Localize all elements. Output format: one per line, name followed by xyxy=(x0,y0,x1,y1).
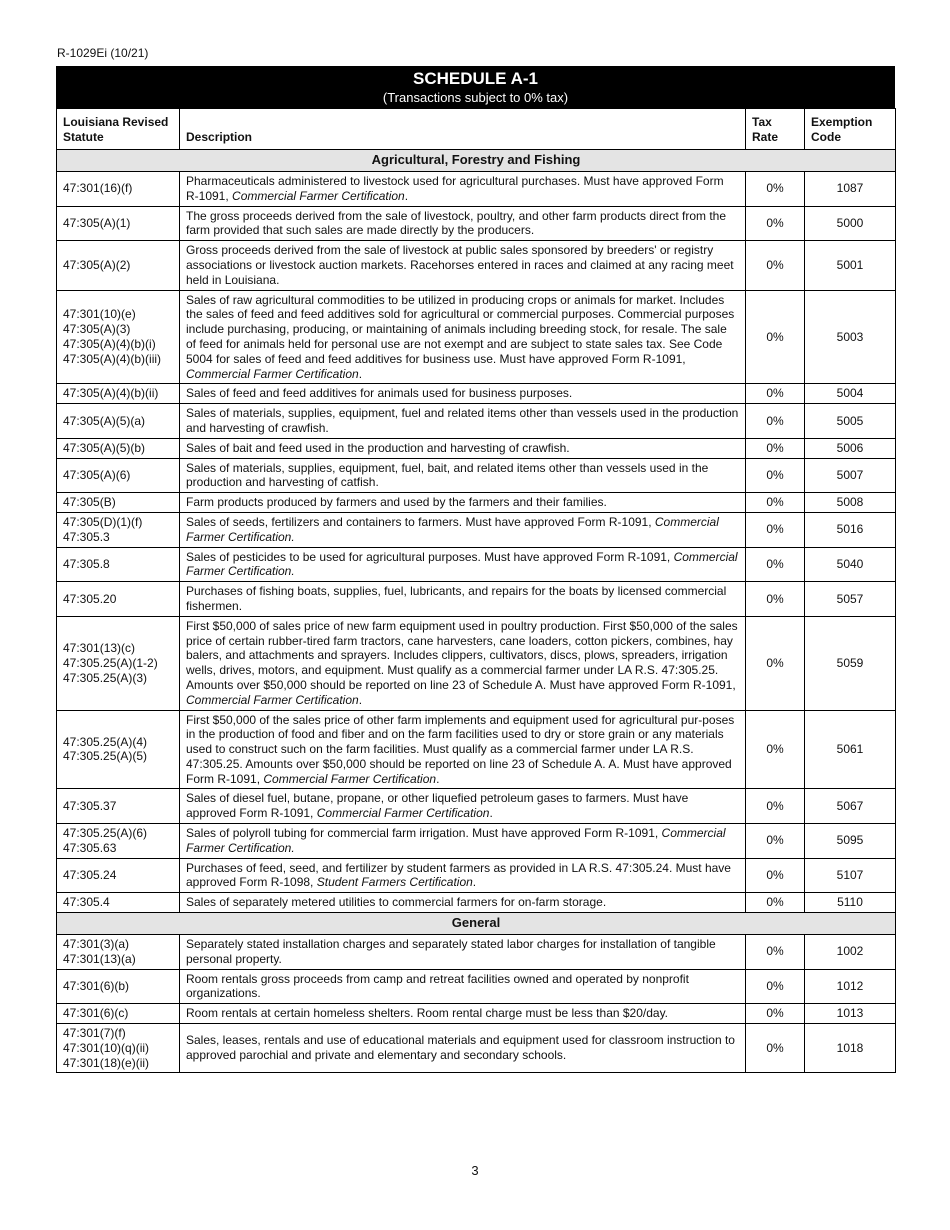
statute-cell xyxy=(57,206,180,241)
table-row xyxy=(57,710,896,789)
statute-reference: 47:301(10)(e) xyxy=(63,307,136,322)
description-italic-text: Commercial Farmer Certification xyxy=(232,188,405,203)
section-header-row xyxy=(57,150,896,172)
table-row xyxy=(57,969,896,1004)
table-row xyxy=(57,290,896,384)
table-row xyxy=(57,384,896,404)
column-header-row xyxy=(57,109,896,150)
schedule-title: SCHEDULE A-1 xyxy=(413,69,538,88)
description-text: Sales, leases, rentals and use of educational materials and equipment used for classroom instruction to approved parochial and private and elementary and secondary schools. xyxy=(186,1033,735,1063)
statute-cell xyxy=(57,547,180,582)
description-text: Room rentals at certain homeless shelters. Room rental charge must be less than $20/day. xyxy=(186,1006,669,1021)
description-text: Purchases of feed, seed, and fertilizer by student farmers as provided in LA R.S. 47:305.24. Must have approved Form R-1098, xyxy=(186,860,731,890)
description-italic-text: Student Farmers Certification xyxy=(316,875,473,890)
statute-reference: 47:305(A)(4)(b)(i) xyxy=(63,336,156,351)
description-italic-text: Commercial Farmer Certification. xyxy=(186,549,738,579)
description-text: First $50,000 of sales price of new farm equipment used in poultry production. First $50,000 of the sales price of certain rubber-tired farm tractors, cane harvesters, cane loaders, cotton pickers, combines, hay balers, and attachments and sprayers. Includes clippers, cultivators, discs, plows, spreaders, irrigation wells, drives, motors, and equipment. Must qualify as a commercial farmer under LA R.S. 47:305.25. Amounts over $50,000 should be reported on line 23 of Schedule A. Must have approved Form R-1091, xyxy=(186,618,738,692)
tax-rate-cell: 0% xyxy=(746,1024,805,1073)
statute-reference: 47:305.4 xyxy=(63,895,110,910)
statute-cell xyxy=(57,935,180,970)
statute-reference: 47:301(3)(a) xyxy=(63,937,130,952)
description-text: Room rentals gross proceeds from camp and retreat facilities owned and operated by nonprofit organizations. xyxy=(186,971,689,1001)
table-row xyxy=(57,1024,896,1073)
statute-cell xyxy=(57,290,180,384)
tax-rate-cell: 0% xyxy=(746,616,805,710)
tax-rate-cell: 0% xyxy=(746,1004,805,1024)
exemption-code-cell: 5000 xyxy=(805,206,896,241)
description-cell xyxy=(180,1004,746,1024)
description-text: Pharmaceuticals administered to livestock used for agricultural purchases. Must have approved Form R-1091, xyxy=(186,174,724,203)
description-text: . xyxy=(358,692,363,707)
description-cell xyxy=(180,438,746,458)
statute-reference: 47:301(13)(a) xyxy=(63,951,136,966)
statute-reference: 47:305(A)(6) xyxy=(63,467,131,482)
statute-reference: 47:305.37 xyxy=(63,798,117,813)
statute-cell xyxy=(57,710,180,789)
exemption-code-cell: 1013 xyxy=(805,1004,896,1024)
description-text: Purchases of fishing boats, supplies, fuel, lubricants, and repairs for the boats by licensed commercial fishermen. xyxy=(186,584,727,613)
description-text: Sales of feed and feed additives for animals used for business purposes. xyxy=(186,386,573,401)
description-text: The gross proceeds derived from the sale of livestock, poultry, and other farm products direct from the farm provided that such sales are made directly by the producers. xyxy=(186,208,727,238)
exemption-code-cell: 5001 xyxy=(805,241,896,290)
description-text: . xyxy=(358,366,363,381)
statute-reference: 47:305.24 xyxy=(63,868,117,883)
description-cell xyxy=(180,384,746,404)
description-text: Gross proceeds derived from the sale of livestock at public sales sponsored by breeders' or registry associations or livestock auction markets. Racehorses entered in races and claimed at any racing meet held in Louisiana. xyxy=(186,243,734,287)
exemption-code-cell: 5095 xyxy=(805,824,896,859)
exemption-code-cell: 5003 xyxy=(805,290,896,384)
description-text: Sales of bait and feed used in the production and harvesting of crawfish. xyxy=(186,440,570,455)
statute-reference: 47:305(A)(2) xyxy=(63,257,131,272)
description-cell xyxy=(180,404,746,439)
statute-reference: 47:301(18)(e)(ii) xyxy=(63,1055,150,1070)
exemption-code-cell: 5110 xyxy=(805,893,896,913)
description-text: . xyxy=(436,771,440,786)
tax-rate-cell: 0% xyxy=(746,438,805,458)
statute-reference: 47:305.25(A)(6) xyxy=(63,826,148,841)
table-row xyxy=(57,404,896,439)
description-cell xyxy=(180,935,746,970)
table-row xyxy=(57,206,896,241)
tax-rate-cell: 0% xyxy=(746,935,805,970)
statute-cell xyxy=(57,789,180,824)
statute-reference: 47:305(A)(5)(a) xyxy=(63,413,146,428)
exemption-code-cell: 5006 xyxy=(805,438,896,458)
exemption-code-cell: 5067 xyxy=(805,789,896,824)
description-text: Sales of raw agricultural commodities to be utilized in producing crops or animals for market. Includes the sales of feed and feed additives sold for agricultural or commercial purposes. Commercial purposes include purchasing, producing, or maintaining of animals including breeding stock, for resale. The sale of feed for animals held for personal use are not exempt and are subject to state sales tax. See Code 5004 for sales of feed and feed additives for business use. Must have approved Form R-1091, xyxy=(186,292,735,366)
tax-rate-cell: 0% xyxy=(746,858,805,893)
description-cell xyxy=(180,290,746,384)
tax-rate-cell: 0% xyxy=(746,710,805,789)
tax-rate-cell: 0% xyxy=(746,969,805,1004)
statute-cell xyxy=(57,893,180,913)
form-id: R-1029Ei (10/21) xyxy=(57,46,149,60)
statute-reference: 47:301(13)(c) xyxy=(63,640,136,655)
table-body xyxy=(57,150,896,1073)
statute-reference: 47:305(A)(5)(b) xyxy=(63,440,146,455)
tax-rate-cell: 0% xyxy=(746,241,805,290)
description-text: Farm products produced by farmers and used by the farmers and their families. xyxy=(186,495,607,510)
description-cell xyxy=(180,493,746,513)
statute-cell xyxy=(57,404,180,439)
table-row xyxy=(57,824,896,859)
description-text: Sales of seeds, fertilizers and containers to farmers. Must have approved Form R-1091, xyxy=(186,514,655,529)
table-row xyxy=(57,582,896,617)
exemption-code-cell: 5005 xyxy=(805,404,896,439)
statute-reference: 47:305(A)(4)(b)(iii) xyxy=(63,351,162,366)
exemption-code-cell: 5008 xyxy=(805,493,896,513)
table-row xyxy=(57,1004,896,1024)
description-text: Sales of materials, supplies, equipment, fuel and related items other than vessels used in the production and harvesting of crawfish. xyxy=(186,406,739,435)
description-text: First $50,000 of the sales price of other farm implements and equipment used for agricultural pur-poses in the production of food and fiber and on the farm facilities used to dry or store grain or any materials used to construct such on the farm facilities. Must qualify as a commercial farmer under LA R.S. 47:305.25. Amounts over $50,000 should be reported on line 23 of Schedule A. A. Must have approved Form R-1091, xyxy=(186,712,735,786)
exemption-code-cell: 1012 xyxy=(805,969,896,1004)
description-text: . xyxy=(404,188,409,203)
statute-cell xyxy=(57,1004,180,1024)
table-row xyxy=(57,547,896,582)
statute-reference: 47:301(6)(b) xyxy=(63,979,130,994)
description-cell xyxy=(180,858,746,893)
tax-rate-cell: 0% xyxy=(746,893,805,913)
description-italic-text: Commercial Farmer Certification xyxy=(263,771,437,786)
description-text: . xyxy=(472,875,477,890)
table-row xyxy=(57,458,896,493)
column-header-statute: Louisiana Revised Statute xyxy=(57,109,180,150)
description-cell xyxy=(180,710,746,789)
table-row xyxy=(57,438,896,458)
exemption-code-cell: 5004 xyxy=(805,384,896,404)
statute-cell xyxy=(57,458,180,493)
table-row xyxy=(57,241,896,290)
description-cell xyxy=(180,1024,746,1073)
description-cell xyxy=(180,616,746,710)
description-cell xyxy=(180,206,746,241)
statute-reference: 47:305.63 xyxy=(63,840,117,855)
description-cell xyxy=(180,458,746,493)
tax-rate-cell: 0% xyxy=(746,493,805,513)
table-row xyxy=(57,935,896,970)
statute-reference: 47:305(A)(3) xyxy=(63,322,131,337)
statute-cell xyxy=(57,969,180,1004)
exemption-code-cell: 5107 xyxy=(805,858,896,893)
tax-rate-cell: 0% xyxy=(746,404,805,439)
statute-reference: 47:305.20 xyxy=(63,591,117,606)
description-cell xyxy=(180,824,746,859)
description-cell xyxy=(180,789,746,824)
column-header-description: Description xyxy=(180,109,746,150)
description-cell xyxy=(180,241,746,290)
statute-reference: 47:301(16)(f) xyxy=(63,181,133,196)
description-text: Sales of materials, supplies, equipment, fuel, bait, and related items other than vessels used in the production and harvesting of catfish. xyxy=(186,460,709,490)
statute-reference: 47:301(7)(f) xyxy=(63,1026,126,1041)
statute-reference: 47:305(B) xyxy=(63,495,116,510)
statute-cell xyxy=(57,1024,180,1073)
exemption-code-cell: 1087 xyxy=(805,172,896,207)
statute-reference: 47:305.25(A)(1-2) xyxy=(63,655,158,670)
exemption-code-cell: 5061 xyxy=(805,710,896,789)
description-italic-text: Commercial Farmer Certification xyxy=(186,692,359,707)
description-cell xyxy=(180,893,746,913)
exemption-code-cell: 5040 xyxy=(805,547,896,582)
description-text: Sales of pesticides to be used for agricultural purposes. Must have approved Form R-1091, xyxy=(186,549,674,564)
table-row xyxy=(57,512,896,547)
statute-reference: 47:301(10)(q)(ii) xyxy=(63,1040,150,1055)
statute-reference: 47:305.25(A)(5) xyxy=(63,749,148,764)
column-header-tax-rate: Tax Rate xyxy=(746,109,805,150)
statute-cell xyxy=(57,512,180,547)
tax-rate-cell: 0% xyxy=(746,172,805,207)
page-number: 3 xyxy=(471,1163,479,1178)
description-italic-text: Commercial Farmer Certification. xyxy=(186,514,719,544)
description-cell xyxy=(180,582,746,617)
description-cell xyxy=(180,512,746,547)
description-cell xyxy=(180,969,746,1004)
statute-reference: 47:305(D)(1)(f) xyxy=(63,514,143,529)
tax-rate-cell: 0% xyxy=(746,547,805,582)
tax-rate-cell: 0% xyxy=(746,458,805,493)
table-row xyxy=(57,493,896,513)
exemption-code-cell: 5016 xyxy=(805,512,896,547)
schedule-header xyxy=(56,66,895,108)
statute-cell xyxy=(57,438,180,458)
statute-cell xyxy=(57,858,180,893)
tax-rate-cell: 0% xyxy=(746,512,805,547)
tax-rate-cell: 0% xyxy=(746,206,805,241)
description-italic-text: Commercial Farmer Certification. xyxy=(186,826,726,855)
column-header-exemption-code: Exemption Code xyxy=(805,109,896,150)
exemption-code-cell: 5059 xyxy=(805,616,896,710)
description-cell xyxy=(180,547,746,582)
table-row xyxy=(57,172,896,207)
statute-reference: 47:305.8 xyxy=(63,556,110,571)
tax-rate-cell: 0% xyxy=(746,582,805,617)
exemption-code-cell: 1018 xyxy=(805,1024,896,1073)
section-title: General xyxy=(57,913,896,935)
description-text: Sales of separately metered utilities to commercial farmers for on-farm storage. xyxy=(186,895,607,910)
description-text: . xyxy=(489,806,493,821)
table-row xyxy=(57,616,896,710)
description-text: Separately stated installation charges and separately stated labor charges for installation of tangible personal property. xyxy=(186,937,716,966)
schedule-table xyxy=(56,108,896,1073)
statute-cell xyxy=(57,384,180,404)
statute-cell xyxy=(57,493,180,513)
description-text: Sales of polyroll tubing for commercial farm irrigation. Must have approved Form R-1091, xyxy=(186,826,662,841)
statute-cell xyxy=(57,172,180,207)
description-italic-text: Commercial Farmer Certification xyxy=(316,806,490,821)
schedule-subtitle: (Transactions subject to 0% tax) xyxy=(382,90,569,105)
exemption-code-cell: 5007 xyxy=(805,458,896,493)
statute-cell xyxy=(57,241,180,290)
statute-reference: 47:305.3 xyxy=(63,529,110,544)
description-italic-text: Commercial Farmer Certification xyxy=(186,366,359,381)
statute-reference: 47:305(A)(4)(b)(ii) xyxy=(63,386,159,401)
statute-reference: 47:305.25(A)(3) xyxy=(63,670,148,685)
tax-rate-cell: 0% xyxy=(746,789,805,824)
section-title: Agricultural, Forestry and Fishing xyxy=(57,150,896,172)
description-cell xyxy=(180,172,746,207)
statute-reference: 47:305.25(A)(4) xyxy=(63,734,148,749)
tax-rate-cell: 0% xyxy=(746,290,805,384)
section-header-row xyxy=(57,913,896,935)
statute-reference: 47:301(6)(c) xyxy=(63,1006,129,1021)
statute-cell xyxy=(57,582,180,617)
table-row xyxy=(57,893,896,913)
tax-rate-cell: 0% xyxy=(746,384,805,404)
table-row xyxy=(57,789,896,824)
description-text: Sales of diesel fuel, butane, propane, or other liquefied petroleum gases to farmers. Must have approved Form R-1091, xyxy=(186,791,689,821)
exemption-code-cell: 1002 xyxy=(805,935,896,970)
statute-cell xyxy=(57,824,180,859)
statute-reference: 47:305(A)(1) xyxy=(63,215,131,230)
table-row xyxy=(57,858,896,893)
tax-rate-cell: 0% xyxy=(746,824,805,859)
exemption-code-cell: 5057 xyxy=(805,582,896,617)
statute-cell xyxy=(57,616,180,710)
